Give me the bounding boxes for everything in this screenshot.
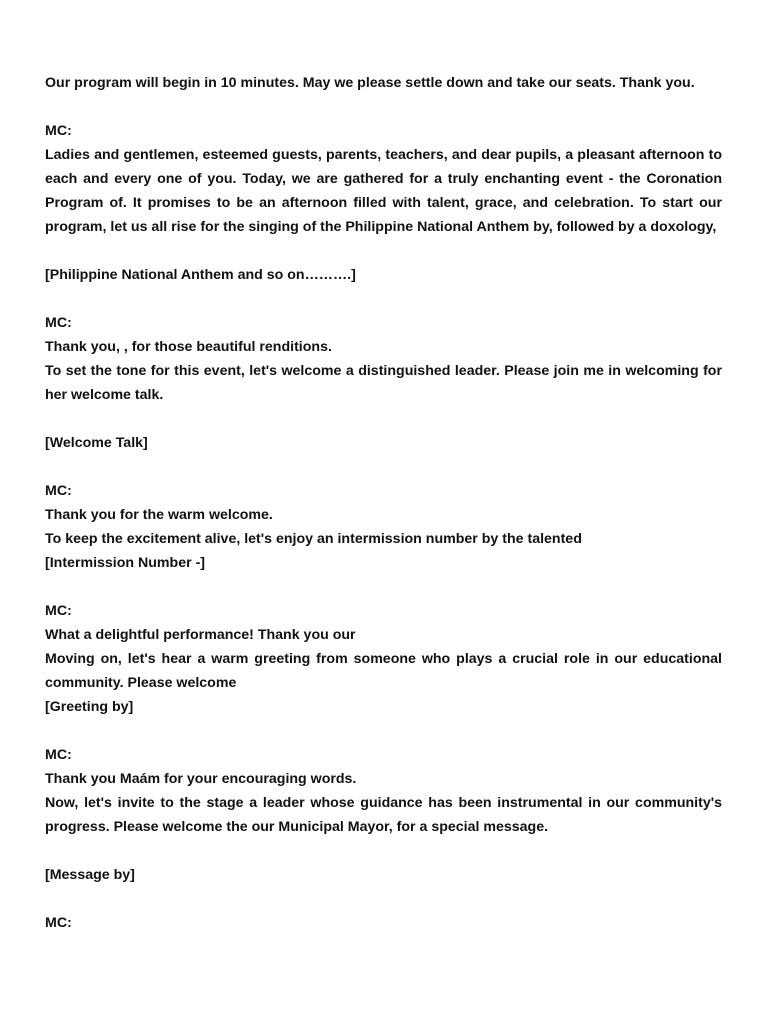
paragraph-gap	[45, 239, 722, 263]
message-note: [Message by]	[45, 867, 135, 883]
mc-speaker-label: MC:	[45, 915, 72, 931]
mayor-intro-paragraph: Now, let's invite to the stage a leader whose guidance has been instrumental in our community's progress. Please welcome the our Municipal Mayor, for a special message.	[45, 795, 722, 835]
delightful-performance-line: What a delightful performance! Thank you our	[45, 627, 356, 643]
thanks-welcome-line: Thank you for the warm welcome.	[45, 507, 273, 523]
thanks-maam-line: Thank you Maám for your encouraging words.	[45, 771, 357, 787]
intro-paragraph: Our program will begin in 10 minutes. May we please settle down and take our seats. Thank you.	[45, 75, 695, 91]
paragraph-gap	[45, 455, 722, 479]
mc-speaker-label: MC:	[45, 483, 72, 499]
anthem-note: [Philippine National Anthem and so on……….]	[45, 267, 356, 283]
paragraph-gap	[45, 287, 722, 311]
intermission-intro-line: To keep the excitement alive, let's enjoy an intermission number by the talented	[45, 531, 582, 547]
paragraph-gap	[45, 95, 722, 119]
paragraph-gap	[45, 407, 722, 431]
thanks-renditions-line: Thank you, , for those beautiful renditions.	[45, 339, 332, 355]
greeting-note: [Greeting by]	[45, 699, 134, 715]
intermission-note: [Intermission Number -]	[45, 555, 206, 571]
welcome-talk-note: [Welcome Talk]	[45, 435, 148, 451]
greeting-intro-paragraph: Moving on, let's hear a warm greeting from someone who plays a crucial role in our educational community. Please welcome	[45, 651, 722, 691]
mc-speaker-label: MC:	[45, 603, 72, 619]
mc-speaker-label: MC:	[45, 315, 72, 331]
paragraph-gap	[45, 887, 722, 911]
program-script	[45, 71, 722, 935]
paragraph-gap	[45, 839, 722, 863]
mc-speaker-label: MC:	[45, 747, 72, 763]
mc-speaker-label: MC:	[45, 123, 72, 139]
paragraph-gap	[45, 575, 722, 599]
welcome-leader-paragraph: To set the tone for this event, let's welcome a distinguished leader. Please join me in welcoming for her welcome talk.	[45, 363, 722, 403]
paragraph-gap	[45, 719, 722, 743]
opening-paragraph: Ladies and gentlemen, esteemed guests, parents, teachers, and dear pupils, a pleasant afternoon to each and every one of you. Today, we are gathered for a truly enchanting event - the Coronation Program of. It promises to be an afternoon filled with talent, grace, and celebration. To start our program, let us all rise for the singing of the Philippine National Anthem by, followed by a doxology,	[45, 147, 722, 235]
